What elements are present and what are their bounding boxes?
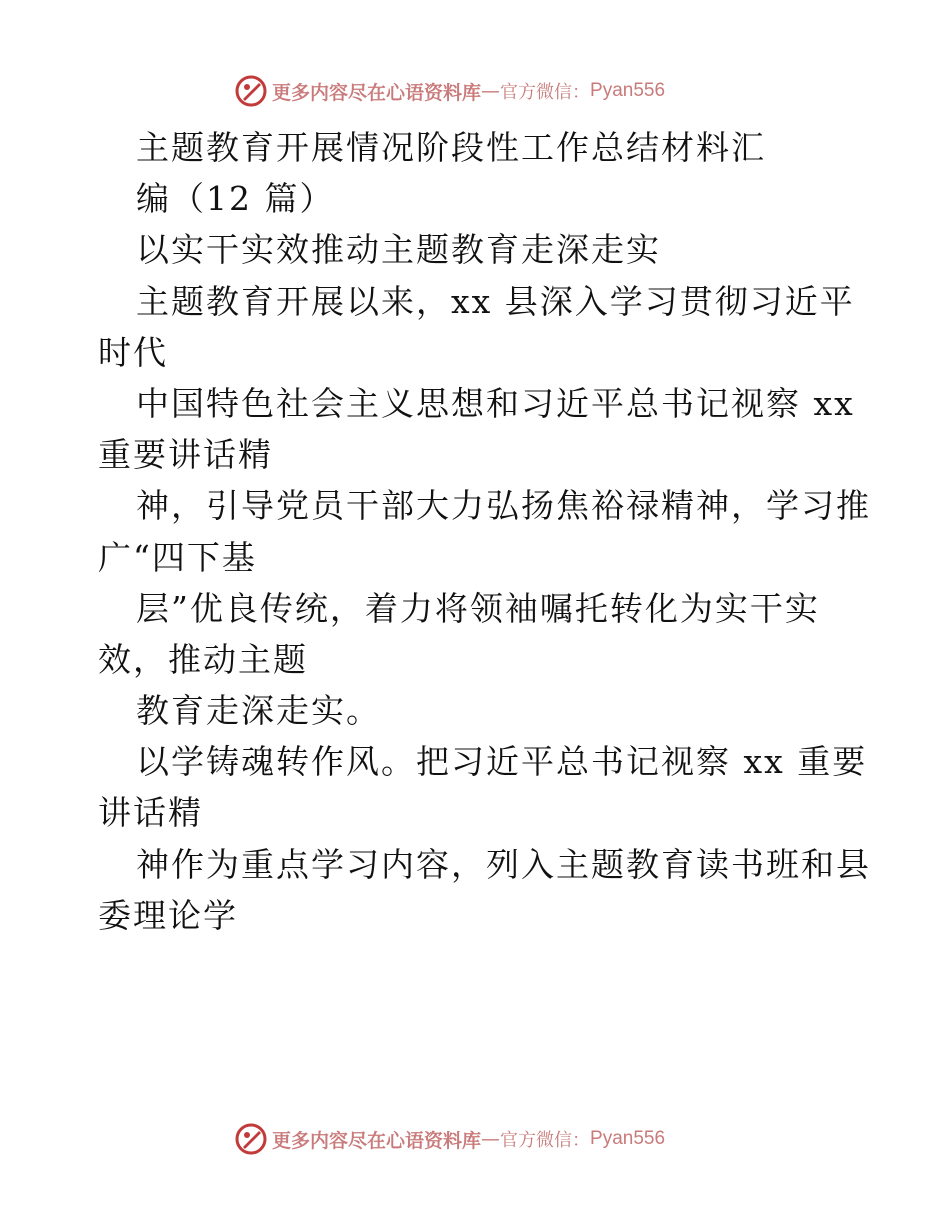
watermark-dash: — xyxy=(481,1128,501,1150)
watermark-handle: Pyan556 xyxy=(590,1128,666,1149)
paragraph-line: 讲话精 xyxy=(98,793,203,833)
watermark-main-text: 更多内容尽在心语资料库 xyxy=(272,81,482,104)
doc-title-line-2: 编（12 篇） xyxy=(136,179,335,219)
paragraph-line: 教育走深走实。 xyxy=(136,691,381,731)
watermark-dash: — xyxy=(481,80,501,102)
paragraph-line: 层”优良传统，着力将领袖嘱托转化为实干实 xyxy=(136,588,820,628)
paragraph-line: 时代 xyxy=(98,332,168,372)
quill-logo-icon xyxy=(234,1122,268,1156)
doc-title-line-1: 主题教育开展情况阶段性工作总结材料汇 xyxy=(136,128,766,167)
paragraph-line: 神作为重点学习内容，列入主题教育读书班和县 xyxy=(136,844,871,884)
paragraph-line: 委理论学 xyxy=(98,895,238,935)
quill-logo-icon xyxy=(234,74,268,108)
article-heading: 以实干实效推动主题教育走深走实 xyxy=(136,230,661,270)
footer-watermark xyxy=(234,1122,665,1156)
watermark-main-text: 更多内容尽在心语资料库 xyxy=(272,1129,482,1152)
document-body xyxy=(98,122,871,941)
watermark-sub-text: 官方微信： xyxy=(500,1130,591,1151)
paragraph-line: 广“四下基 xyxy=(98,537,257,577)
paragraph-line: 效，推动主题 xyxy=(98,639,308,679)
paragraph-line: 重要讲话精 xyxy=(98,435,273,475)
watermark-sub-text: 官方微信： xyxy=(500,82,591,103)
header-watermark xyxy=(234,74,665,108)
watermark-handle: Pyan556 xyxy=(590,80,666,101)
paragraph-line: 主题教育开展以来，xx 县深入学习贯彻习近平 xyxy=(136,281,855,321)
paragraph-line: 神，引导党员干部大力弘扬焦裕禄精神，学习推 xyxy=(136,486,871,526)
paragraph-line: 中国特色社会主义思想和习近平总书记视察 xx xyxy=(136,383,855,423)
paragraph-line: 以学铸魂转作风。把习近平总书记视察 xx 重要 xyxy=(136,742,868,782)
